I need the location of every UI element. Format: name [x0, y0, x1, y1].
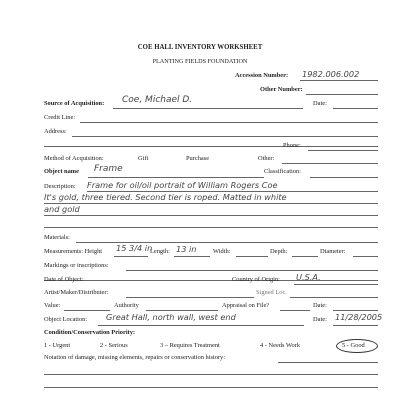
width-line — [236, 256, 268, 257]
accession-number-value[interactable]: 1982.006.002 — [302, 69, 360, 79]
width-label: Width: — [213, 248, 231, 255]
country-of-origin-line — [294, 284, 378, 285]
length-value[interactable]: 13 in — [176, 244, 197, 254]
accession-number-label: Accession Number: — [235, 72, 289, 79]
object-name-line — [88, 177, 264, 178]
phone-line — [308, 150, 378, 151]
country-of-origin-value[interactable]: U.S.A. — [296, 272, 321, 282]
notation-line-2 — [44, 374, 378, 375]
priority-requires-treatment[interactable]: 3 – Requires Treatment — [160, 342, 220, 349]
notation-label: Notation of damage, missing elements, repairs or conservation history: — [44, 354, 226, 361]
source-date-line — [333, 108, 378, 109]
address-line-1 — [72, 136, 378, 137]
artist-line — [126, 297, 254, 298]
other-number-label: Other Number: — [260, 86, 303, 93]
method-other-label: Other: — [258, 155, 275, 162]
object-location-label: Object Location: — [44, 316, 88, 323]
height-line — [114, 256, 148, 257]
notation-line-3 — [44, 387, 378, 388]
markings-label: Markings or inscriptions: — [44, 262, 109, 269]
source-date-label: Date: — [313, 100, 327, 107]
description-value-line-1[interactable]: Frame for oil/oil portrait of William Rogers Coe — [87, 180, 278, 190]
appraisal-line — [280, 310, 310, 311]
classification-label: Classification: — [264, 168, 301, 175]
artist-label: Artist/Maker/Distributer: — [44, 289, 109, 296]
length-line — [174, 256, 210, 257]
depth-line — [292, 256, 318, 257]
other-number-line — [306, 94, 378, 95]
depth-label: Depth: — [270, 248, 288, 255]
method-other-line — [282, 163, 378, 164]
description-line-2 — [44, 203, 378, 204]
authority-line — [146, 310, 218, 311]
method-gift[interactable]: Gift — [138, 155, 149, 162]
location-date-value[interactable]: 11/28/2005 — [335, 312, 383, 322]
appraisal-date-label: Date: — [313, 302, 327, 309]
diameter-line — [353, 256, 378, 257]
form-title: COE HALL INVENTORY WORKSHEET — [137, 44, 263, 51]
signed-loc-line — [290, 297, 378, 298]
priority-urgent[interactable]: 1 - Urgent — [44, 342, 71, 349]
country-of-origin-label: Country of Origin: — [232, 276, 280, 283]
materials-label: Materials: — [44, 234, 70, 241]
address-line-2 — [44, 146, 378, 147]
description-line-4 — [44, 227, 378, 228]
diameter-label: Diameter: — [320, 248, 346, 255]
priority-serious[interactable]: 2 - Serious — [100, 342, 128, 349]
priority-good[interactable]: 5 - Good — [342, 342, 365, 349]
value-line — [64, 310, 110, 311]
method-purchase[interactable]: Purchase — [186, 155, 210, 162]
description-line-3 — [44, 215, 378, 216]
source-label: Source of Acquisition: — [44, 100, 105, 107]
object-name-value[interactable]: Frame — [94, 164, 123, 174]
description-value-line-2[interactable]: It's gold, three tiered. Second tier is roped. Matted in white — [44, 192, 287, 202]
location-date-line — [333, 325, 378, 326]
length-label: Length: — [150, 248, 170, 255]
signed-loc-label: Signed Loc. — [256, 289, 287, 296]
object-name-label: Object name — [44, 168, 79, 175]
authority-label: Authority — [114, 302, 139, 309]
location-date-label: Date: — [313, 316, 327, 323]
priority-needs-work[interactable]: 4 - Needs Work — [260, 342, 301, 349]
appraisal-label: Appraisal on File? — [222, 302, 270, 309]
notation-line-1 — [278, 362, 378, 363]
measurements-label: Measurements: Height — [44, 248, 103, 255]
credit-line-label: Credit Line: — [44, 114, 76, 121]
method-label: Method of Acquisition: — [44, 155, 104, 162]
appraisal-date-line — [333, 310, 378, 311]
description-value-line-3[interactable]: and gold — [44, 204, 80, 214]
source-line — [113, 108, 303, 109]
form-subtitle: PLANTING FIELDS FOUNDATION — [152, 58, 248, 65]
object-location-line — [98, 325, 304, 326]
markings-line-2 — [44, 280, 378, 281]
source-value[interactable]: Coe, Michael D. — [122, 95, 193, 105]
height-value[interactable]: 15 3/4 in — [116, 243, 153, 253]
markings-line-1 — [126, 270, 378, 271]
credit-line-line — [80, 122, 378, 123]
condition-heading: Condition/Conservation Priority: — [44, 329, 136, 336]
address-label: Address: — [44, 128, 67, 135]
description-label: Description: — [44, 183, 76, 190]
object-location-value[interactable]: Great Hall, north wall, west end — [106, 312, 236, 322]
value-label: Value: — [44, 302, 61, 309]
date-of-object-label: Date of Object: — [44, 276, 84, 283]
classification-line — [310, 177, 378, 178]
accession-number-line — [300, 80, 378, 81]
phone-label: Phone: — [283, 142, 301, 149]
